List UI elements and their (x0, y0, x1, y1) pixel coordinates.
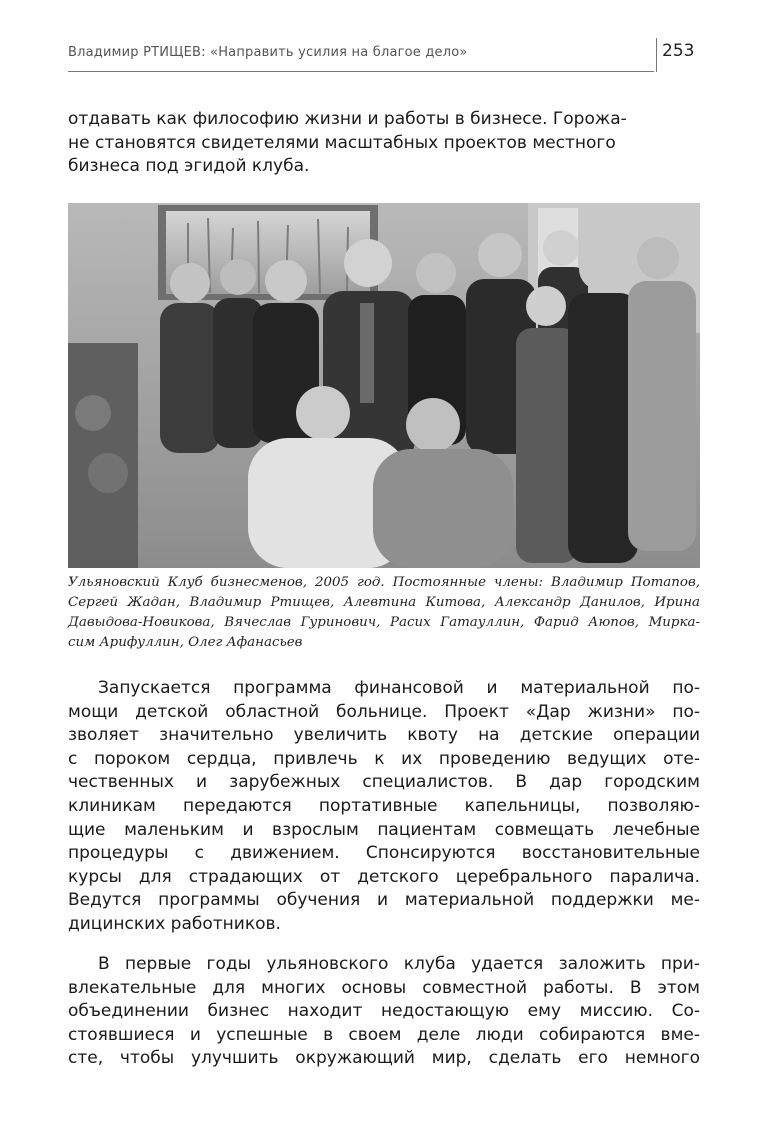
intro-line: не становятся свидетелями масштабных проектов местного (68, 132, 616, 153)
paragraph-line: процедуры с движением. Спонсируются восстановительные (68, 843, 700, 864)
caption-line: Ульяновский Клуб бизнесменов, 2005 год. Постоянные члены: Владимир Потапов, (68, 575, 700, 590)
intro-line: отдавать как философию жизни и работы в бизнесе. Горожа- (68, 109, 627, 129)
paragraph-line: курсы для страдающих от детского церебрального паралича. (68, 866, 700, 887)
running-header (68, 36, 700, 72)
intro-paragraph (68, 108, 700, 179)
group-photo-illustration (68, 203, 700, 568)
paragraph-line: клиникам передаются портативные капельницы, позволяю- (68, 795, 700, 816)
photo-caption (68, 573, 700, 653)
caption-line: Давыдова-Новикова, Вячеслав Гуринович, Расих Гатауллин, Фарид Аюпов, Мирка- (68, 615, 700, 630)
running-title: Владимир РТИЩЕВ: «Направить усилия на благое дело» (68, 45, 468, 60)
caption-line: Сергей Жадан, Владимир Ртищев, Алевтина Китова, Александр Данилов, Ирина (68, 595, 700, 610)
intro-line: бизнеса под эгидой клуба. (68, 156, 310, 177)
paragraph-line: мощи детской областной больнице. Проект «Дар жизни» по- (68, 701, 700, 722)
header-rule (68, 71, 654, 72)
header-separator (656, 38, 657, 72)
paragraph-line: щие маленьким и взрослым пациентам совмещать лечебные (68, 819, 700, 840)
paragraph-line: Запускается программа финансовой и материальной по- (98, 678, 700, 698)
paragraph-line: дицинских работников. (68, 913, 281, 934)
paragraph-line: объединении бизнес находит недостающую ему миссию. Со- (68, 1001, 700, 1022)
paragraph-2 (68, 677, 700, 937)
paragraph-line: зволяет значительно увеличить квоту на детские операции (68, 725, 700, 746)
page-number: 253 (662, 41, 695, 61)
caption-line: сим Арифуллин, Олег Афанасьев (68, 635, 303, 650)
paragraph-3 (68, 953, 700, 1071)
group-photo (68, 203, 700, 568)
paragraph-line: В первые годы ульяновского клуба удается заложить при- (98, 954, 700, 974)
paragraph-line: стоявшиеся и успешные в своем деле люди собираются вме- (68, 1024, 700, 1045)
paragraph-line: Ведутся программы обучения и материальной поддержки ме- (68, 890, 700, 911)
paragraph-line: сте, чтобы улучшить окружающий мир, сделать его немного (68, 1048, 700, 1069)
paragraph-line: чественных и зарубежных специалистов. В дар городским (68, 772, 700, 793)
paragraph-line: влекательные для многих основы совместной работы. В этом (68, 977, 700, 998)
paragraph-line: с пороком сердца, привлечь к их проведению ведущих оте- (68, 748, 700, 769)
